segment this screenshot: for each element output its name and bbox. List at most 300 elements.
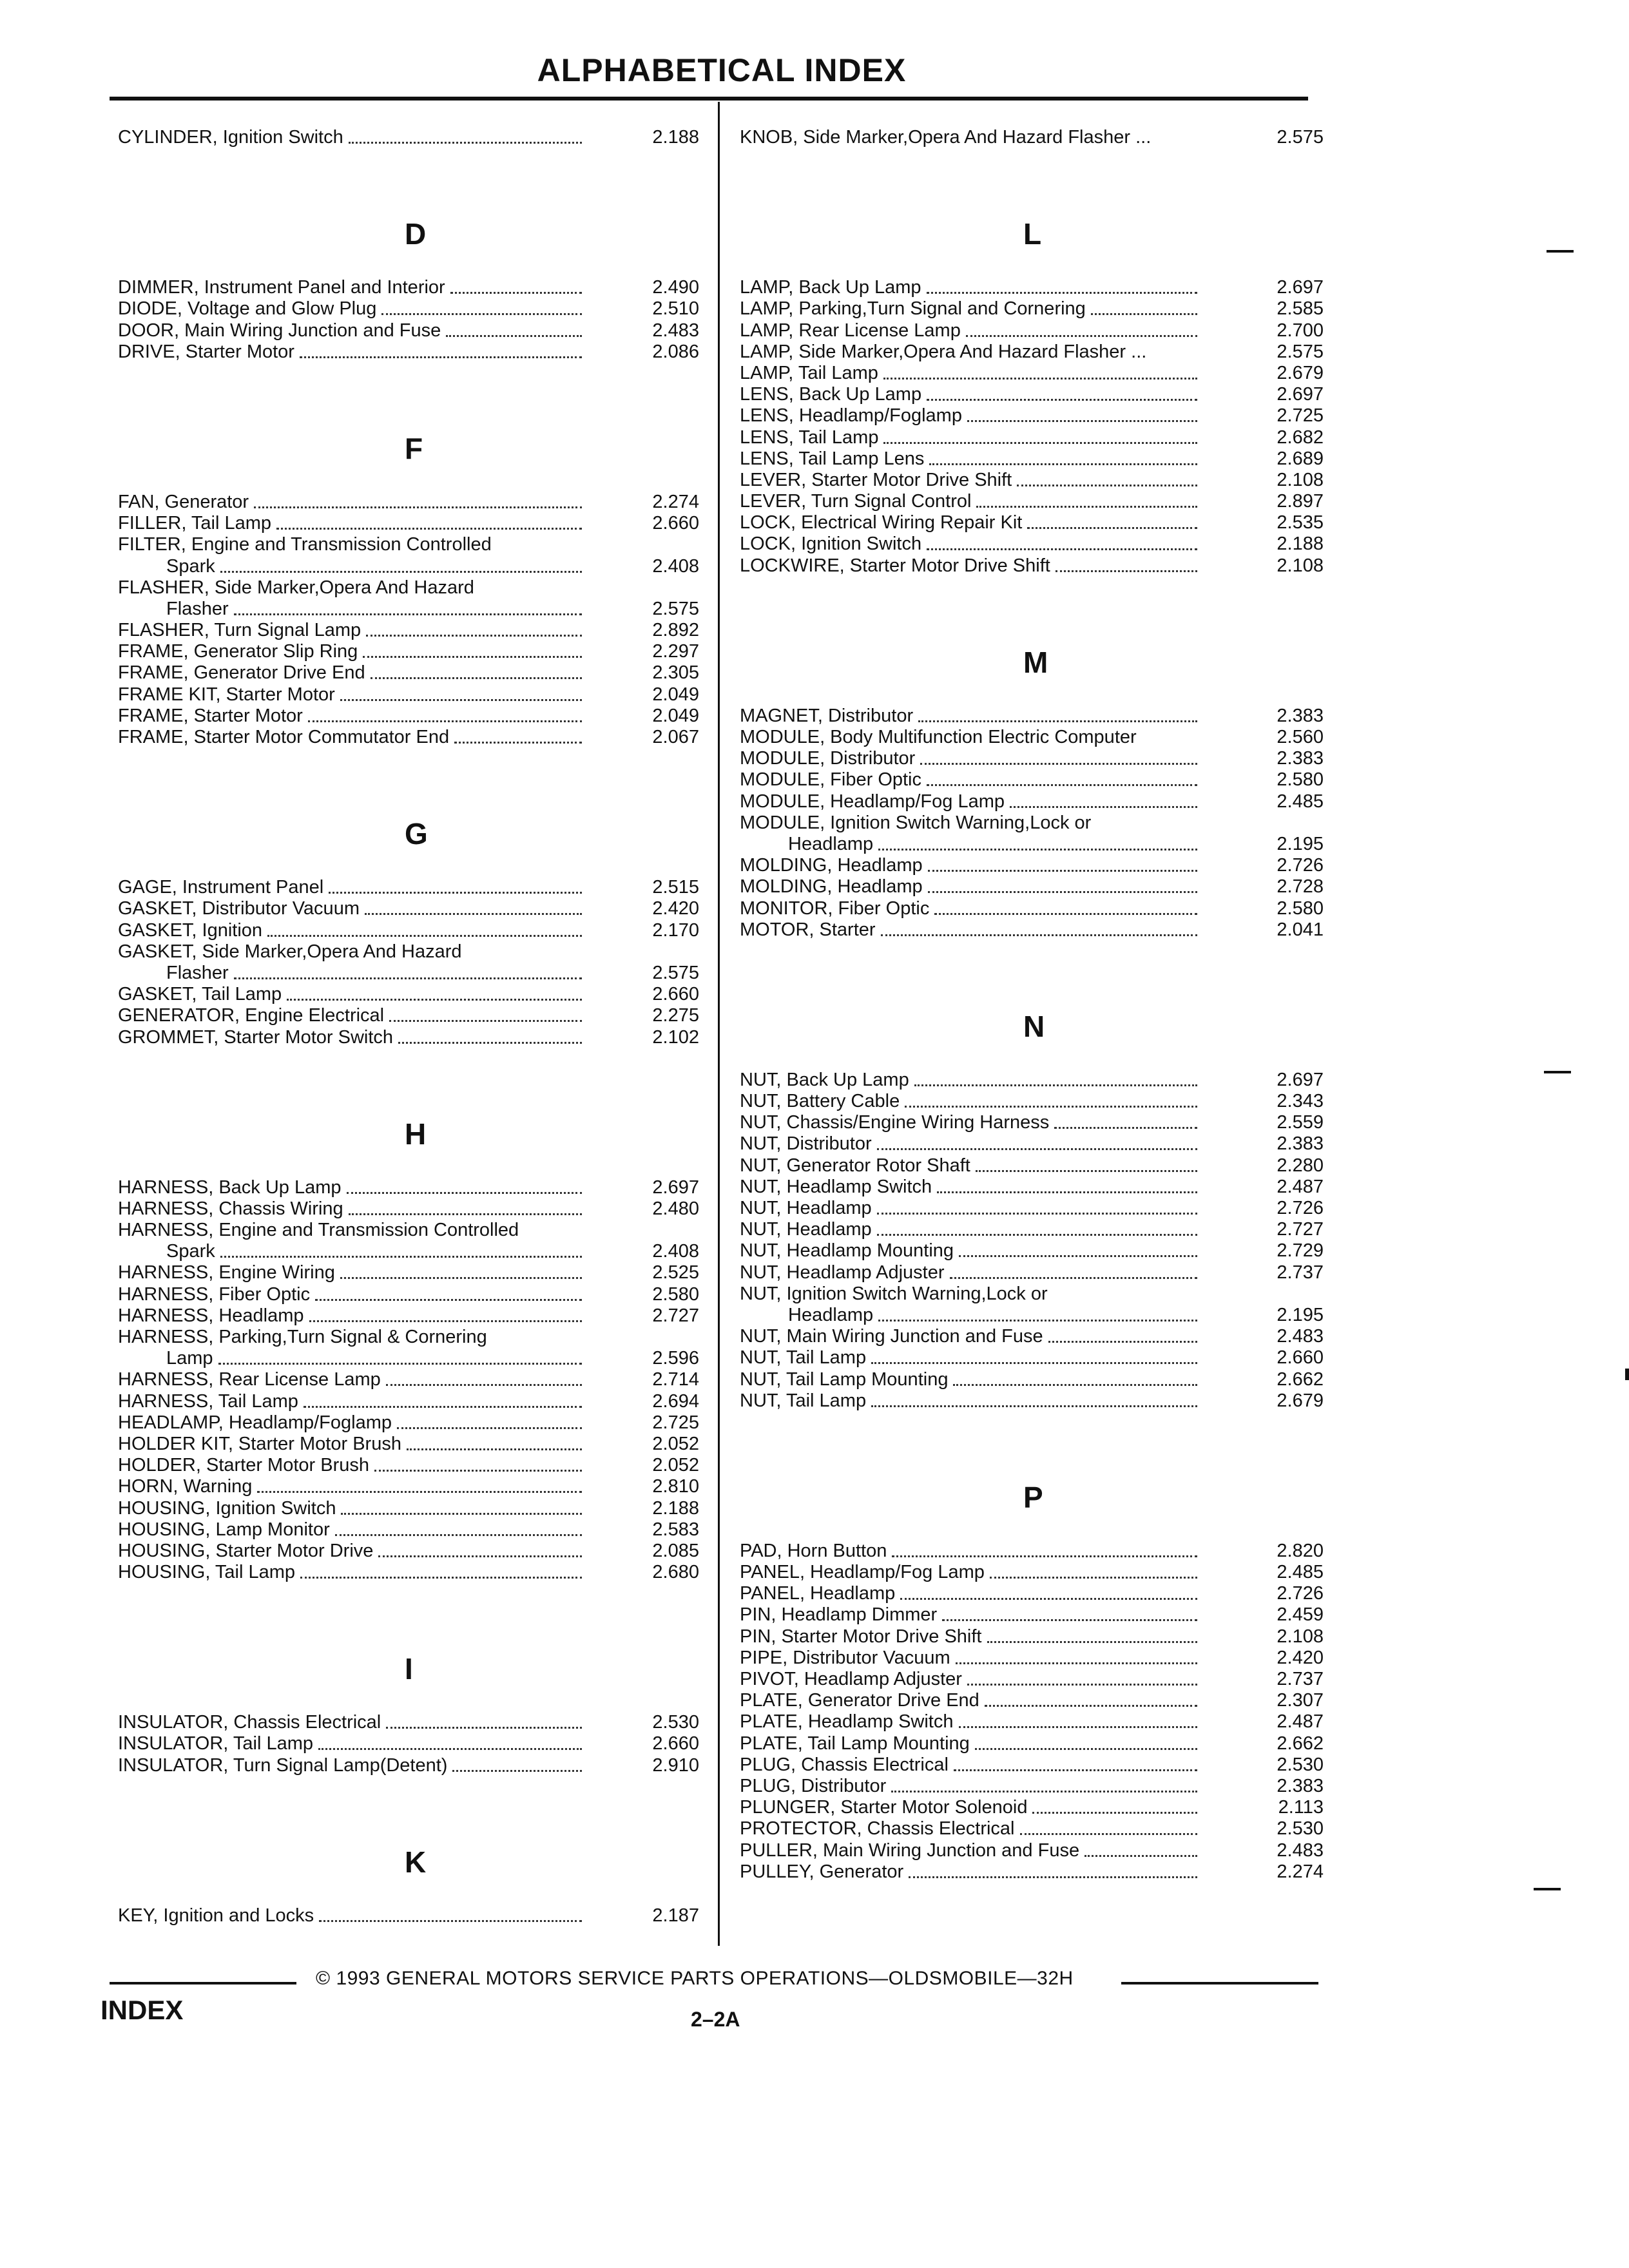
dot-leader — [397, 1412, 582, 1429]
entry-page-ref: 2.307 — [1277, 1690, 1324, 1711]
dot-leader — [927, 533, 1197, 550]
entry-page-ref: 2.487 — [1277, 1176, 1324, 1197]
entry-page-ref: 2.459 — [1277, 1604, 1324, 1626]
dot-leader — [218, 1348, 582, 1365]
entry-label: NUT, Headlamp Adjuster — [740, 1262, 945, 1283]
entry-label: PAD, Horn Button — [740, 1540, 887, 1561]
entry-page-ref: 2.575 — [652, 962, 699, 983]
dot-leader — [452, 1755, 582, 1772]
index-entry — [740, 1219, 1326, 1240]
footer-rule-right — [1121, 1982, 1318, 1984]
entry-page-ref: 2.892 — [652, 620, 699, 641]
letter-heading-text: H — [405, 1117, 427, 1151]
index-entry — [118, 1434, 704, 1455]
entry-page-ref: 2.188 — [652, 127, 699, 148]
index-entry — [740, 769, 1326, 791]
index-entry — [740, 1861, 1326, 1883]
index-entry — [740, 298, 1326, 320]
dot-leader — [959, 1240, 1197, 1257]
dot-leader — [905, 1091, 1197, 1108]
dot-leader — [892, 1541, 1197, 1557]
entry-page-ref: 2.700 — [1277, 320, 1324, 341]
index-entry — [740, 363, 1326, 384]
index-entry — [740, 1669, 1326, 1690]
entry-label: Headlamp — [788, 833, 874, 854]
index-entry — [740, 1390, 1326, 1412]
entry-page-ref: 2.383 — [1277, 748, 1324, 769]
dot-leader — [220, 556, 582, 573]
entry-page-ref: 2.727 — [1277, 1219, 1324, 1240]
title-rule — [110, 97, 1308, 101]
dot-leader — [976, 491, 1197, 508]
entry-label: MONITOR, Fiber Optic — [740, 898, 930, 919]
entry-page-ref: 2.420 — [652, 898, 699, 919]
entry-label: NUT, Battery Cable — [740, 1091, 900, 1112]
index-entry — [118, 513, 704, 534]
dot-leader — [920, 748, 1197, 765]
index-entry — [118, 1027, 704, 1048]
margin-tick-mark — [1547, 250, 1574, 253]
dot-leader — [1055, 555, 1197, 572]
index-entry — [118, 898, 704, 919]
index-entry — [740, 1091, 1326, 1112]
entry-page-ref: 2.726 — [1277, 1198, 1324, 1218]
index-entry — [740, 919, 1326, 941]
entry-label: LAMP, Back Up Lamp — [740, 277, 921, 298]
index-entry — [740, 1347, 1326, 1369]
index-entry — [740, 1326, 1326, 1347]
index-entry — [740, 491, 1326, 512]
dot-leader — [937, 1177, 1197, 1193]
entry-label: GAGE, Instrument Panel — [118, 877, 324, 898]
index-entry — [740, 727, 1326, 748]
entry-page-ref: 2.108 — [1277, 555, 1324, 576]
dot-leader — [371, 662, 582, 679]
index-entry — [740, 855, 1326, 876]
dot-leader — [366, 620, 582, 637]
entry-label: LENS, Tail Lamp — [740, 427, 879, 448]
left-index-column — [118, 127, 704, 1927]
index-entry — [118, 1284, 704, 1305]
entry-label: GASKET, Distributor Vacuum — [118, 898, 360, 919]
dot-leader — [985, 1690, 1197, 1707]
entry-page-ref: 2.275 — [652, 1005, 699, 1026]
dot-leader — [976, 1155, 1197, 1172]
index-entry — [740, 1240, 1326, 1262]
letter-heading-text: K — [405, 1845, 427, 1879]
dot-leader — [1048, 1326, 1197, 1343]
entry-page-ref: 2.483 — [1277, 1326, 1324, 1347]
entry-label: PLUG, Chassis Electrical — [740, 1754, 949, 1775]
entry-page-ref: 2.188 — [1277, 533, 1324, 555]
index-entry — [740, 1133, 1326, 1155]
margin-tick-mark — [1544, 1071, 1571, 1073]
dot-leader — [871, 1347, 1197, 1364]
entry-label: HOUSING, Starter Motor Drive — [118, 1540, 374, 1561]
entry-label: NUT, Headlamp Switch — [740, 1176, 932, 1197]
index-entry — [740, 1262, 1326, 1283]
index-entry — [118, 341, 704, 363]
entry-page-ref: 2.195 — [1277, 833, 1324, 854]
entry-page-ref: 2.910 — [652, 1754, 699, 1776]
index-entry — [740, 1776, 1326, 1797]
entry-page-ref: 2.195 — [1277, 1304, 1324, 1325]
entry-label: MODULE, Ignition Switch Warning,Lock or — [740, 812, 1092, 833]
entry-page-ref: 2.726 — [1277, 1583, 1324, 1604]
index-entry — [740, 1711, 1326, 1733]
entry-label: MODULE, Distributor — [740, 748, 916, 769]
section-gap — [118, 363, 704, 405]
index-entry — [740, 470, 1326, 491]
entry-label: GASKET, Tail Lamp — [118, 984, 282, 1005]
index-entry — [118, 984, 704, 1005]
index-entry — [740, 405, 1326, 427]
entry-page-ref: 2.725 — [652, 1412, 699, 1433]
index-entry — [118, 1348, 704, 1369]
index-entry — [118, 662, 704, 684]
entry-label: FLASHER, Side Marker,Opera And Hazard — [118, 577, 474, 598]
index-entry — [740, 384, 1326, 405]
dot-leader — [234, 963, 582, 979]
letter-heading-text: F — [405, 431, 423, 465]
entry-page-ref: 2.067 — [652, 727, 699, 747]
dot-leader — [315, 1284, 582, 1301]
entry-label: Spark — [166, 1241, 215, 1262]
entry-page-ref: 2.041 — [1277, 919, 1324, 940]
dot-leader — [1017, 470, 1197, 486]
entry-page-ref: 2.052 — [652, 1455, 699, 1476]
entry-page-ref: 2.697 — [1277, 1069, 1324, 1090]
section-gap — [118, 148, 704, 191]
index-entry — [118, 599, 704, 620]
index-entry — [740, 1604, 1326, 1626]
entry-label: HOUSING, Lamp Monitor — [118, 1519, 330, 1540]
entry-label: HARNESS, Parking,Turn Signal & Cornering — [118, 1327, 487, 1347]
dot-leader — [1010, 791, 1197, 808]
index-entry — [118, 1220, 704, 1241]
entry-label: Flasher — [166, 598, 229, 619]
entry-label: LENS, Back Up Lamp — [740, 384, 922, 405]
section-gap — [740, 577, 1326, 619]
dot-leader — [318, 1733, 582, 1750]
index-entry — [740, 1198, 1326, 1219]
entry-page-ref: 2.383 — [1277, 705, 1324, 726]
dot-leader — [349, 127, 582, 144]
index-entry — [740, 1283, 1326, 1305]
entry-label: HARNESS, Back Up Lamp — [118, 1177, 342, 1198]
entry-page-ref: 2.108 — [1277, 1626, 1324, 1647]
index-entry — [740, 791, 1326, 812]
entry-page-ref: 2.697 — [652, 1177, 699, 1198]
dot-leader — [287, 984, 582, 1001]
entry-label: NUT, Headlamp — [740, 1198, 872, 1218]
entry-page-ref: 2.575 — [652, 598, 699, 619]
index-entry — [118, 920, 704, 941]
entry-label: GASKET, Side Marker,Opera And Hazard — [118, 941, 462, 962]
entry-page-ref: 2.187 — [652, 1905, 699, 1926]
dot-leader — [319, 1905, 582, 1922]
letter-heading — [118, 791, 704, 877]
entry-page-ref: 2.714 — [652, 1369, 699, 1390]
index-entry — [118, 706, 704, 727]
entry-label: MODULE, Body Multifunction Electric Computer — [740, 727, 1137, 747]
dot-leader — [220, 1241, 582, 1258]
dot-leader — [934, 898, 1197, 915]
entry-page-ref: 2.725 — [1277, 405, 1324, 427]
entry-page-ref: 2.662 — [1277, 1369, 1324, 1390]
entry-page-ref: 2.085 — [652, 1540, 699, 1561]
dot-leader — [956, 1648, 1197, 1664]
right-index-column — [740, 127, 1326, 1883]
entry-page-ref: 2.727 — [652, 1305, 699, 1326]
index-entry — [118, 1391, 704, 1412]
entry-page-ref: 2.408 — [652, 555, 699, 577]
index-entry — [740, 1583, 1326, 1604]
entry-page-ref: 2.810 — [652, 1476, 699, 1497]
index-entry — [740, 812, 1326, 834]
entry-label: NUT, Ignition Switch Warning,Lock or — [740, 1283, 1048, 1304]
section-gap — [740, 941, 1326, 983]
letter-heading-text: P — [1023, 1480, 1043, 1514]
entry-label: GROMMET, Starter Motor Switch — [118, 1026, 394, 1048]
entry-page-ref: 2.530 — [1277, 1754, 1324, 1775]
dot-leader — [1027, 512, 1197, 529]
index-entry — [740, 533, 1326, 555]
entry-page-ref: 2.583 — [652, 1519, 699, 1540]
edge-mark — [1625, 1369, 1629, 1380]
index-entry — [740, 898, 1326, 919]
dot-leader — [928, 855, 1197, 872]
letter-heading-text: N — [1023, 1009, 1045, 1043]
letter-heading — [118, 1819, 704, 1905]
entry-page-ref: 2.694 — [652, 1390, 699, 1412]
letter-heading-text: L — [1023, 217, 1042, 251]
index-entry — [118, 877, 704, 898]
letter-heading — [118, 191, 704, 277]
entry-page-ref: 2.510 — [652, 298, 699, 320]
entry-label: NUT, Tail Lamp — [740, 1347, 867, 1369]
index-entry — [118, 1005, 704, 1026]
entry-page-ref: 2.660 — [652, 984, 699, 1005]
index-entry — [740, 1305, 1326, 1326]
dot-leader — [883, 363, 1197, 380]
dot-leader — [267, 920, 582, 937]
index-entry — [118, 684, 704, 706]
dot-leader — [871, 1390, 1197, 1407]
dot-leader — [927, 277, 1197, 294]
entry-label: DIMMER, Instrument Panel and Interior — [118, 277, 445, 298]
index-entry — [118, 1177, 704, 1198]
dot-leader — [446, 320, 582, 337]
index-entry — [740, 1818, 1326, 1840]
dot-leader — [398, 1027, 582, 1044]
entry-label: LENS, Tail Lamp Lens — [740, 448, 925, 469]
entry-label: HARNESS, Fiber Optic — [118, 1283, 311, 1305]
entry-label: PANEL, Headlamp — [740, 1583, 896, 1604]
entry-label: DRIVE, Starter Motor — [118, 341, 294, 362]
dot-leader — [953, 1369, 1197, 1386]
index-entry — [740, 448, 1326, 470]
index-entry — [118, 1905, 704, 1927]
entry-page-ref: 2.897 — [1277, 491, 1324, 512]
entry-page-ref: 2.679 — [1277, 362, 1324, 383]
index-entry — [118, 277, 704, 298]
index-entry — [740, 748, 1326, 769]
index-entry — [740, 1562, 1326, 1583]
entry-label: PIN, Headlamp Dimmer — [740, 1604, 938, 1626]
entry-page-ref: 2.737 — [1277, 1669, 1324, 1689]
dot-leader — [309, 1305, 582, 1322]
dot-leader — [927, 384, 1197, 401]
entry-page-ref: 2.485 — [1277, 791, 1324, 812]
dot-leader — [365, 898, 582, 915]
entry-page-ref: 2.483 — [1277, 1840, 1324, 1861]
dot-leader — [928, 876, 1197, 893]
entry-label: INSULATOR, Chassis Electrical — [118, 1712, 381, 1733]
entry-page-ref: 2.680 — [652, 1562, 699, 1583]
dot-leader — [942, 1604, 1197, 1621]
index-entry — [740, 555, 1326, 577]
dot-leader — [329, 877, 582, 894]
dot-leader — [900, 1583, 1197, 1600]
dot-leader — [950, 1262, 1197, 1279]
dot-leader — [1032, 1797, 1197, 1814]
entry-label: GENERATOR, Engine Electrical — [118, 1005, 385, 1026]
dot-leader — [300, 341, 582, 358]
entry-label: NUT, Back Up Lamp — [740, 1069, 909, 1090]
index-entry — [118, 641, 704, 662]
entry-page-ref: 2.113 — [1278, 1797, 1324, 1818]
entry-page-ref: 2.682 — [1277, 427, 1324, 448]
entry-page-ref: 2.297 — [652, 641, 699, 662]
letter-heading — [740, 619, 1326, 706]
index-entry — [118, 1733, 704, 1754]
entry-label: FAN, Generator — [118, 491, 249, 512]
entry-label: PLATE, Headlamp Switch — [740, 1711, 954, 1733]
dot-leader — [959, 1711, 1197, 1728]
letter-heading — [118, 1091, 704, 1177]
dot-leader — [1020, 1818, 1197, 1835]
entry-label: HORN, Warning — [118, 1476, 253, 1497]
dot-leader — [966, 320, 1197, 337]
entry-label: LENS, Headlamp/Foglamp — [740, 405, 962, 427]
entry-label: LOCK, Ignition Switch — [740, 533, 922, 555]
dot-leader — [381, 298, 582, 315]
entry-label: HARNESS, Engine and Transmission Controlled — [118, 1220, 519, 1241]
index-entry — [118, 620, 704, 641]
dot-leader — [1084, 1840, 1197, 1857]
footer-copyright: © 1993 GENERAL MOTORS SERVICE PARTS OPERATIONS—OLDSMOBILE—32H — [316, 1968, 1074, 1989]
dot-leader — [304, 1391, 582, 1408]
entry-label: INSULATOR, Turn Signal Lamp(Detent) — [118, 1754, 448, 1776]
dot-leader — [1054, 1112, 1197, 1129]
entry-label: LEVER, Turn Signal Control — [740, 491, 972, 512]
index-entry — [118, 1519, 704, 1541]
entry-label: HOLDER, Starter Motor Brush — [118, 1455, 369, 1476]
letter-heading — [118, 405, 704, 492]
section-gap — [118, 1583, 704, 1626]
entry-label: Spark — [166, 555, 215, 577]
entry-label: PANEL, Headlamp/Fog Lamp — [740, 1562, 985, 1583]
entry-page-ref: 2.170 — [652, 919, 699, 941]
entry-label: NUT, Generator Rotor Shaft — [740, 1155, 970, 1176]
entry-page-ref: 2.274 — [652, 491, 699, 512]
index-entry — [740, 1797, 1326, 1818]
entry-label: Flasher — [166, 962, 229, 983]
index-entry — [118, 1712, 704, 1733]
entry-label: PULLEY, Generator — [740, 1861, 904, 1882]
entry-label: NUT, Chassis/Engine Wiring Harness — [740, 1112, 1050, 1133]
dot-leader — [909, 1861, 1197, 1878]
dot-leader — [300, 1562, 582, 1579]
entry-page-ref: 2.525 — [652, 1262, 699, 1283]
entry-label: HEADLAMP, Headlamp/Foglamp — [118, 1412, 392, 1433]
entry-page-ref: 2.188 — [652, 1497, 699, 1519]
letter-heading-text: D — [405, 217, 427, 251]
entry-label: PIN, Starter Motor Drive Shift — [740, 1626, 982, 1647]
dot-leader — [877, 1133, 1197, 1150]
index-entry — [118, 1262, 704, 1283]
dot-leader — [386, 1712, 582, 1729]
section-gap — [118, 1776, 704, 1819]
entry-page-ref: 2.660 — [652, 1733, 699, 1754]
entry-label: PULLER, Main Wiring Junction and Fuse — [740, 1840, 1080, 1861]
entry-label: LEVER, Starter Motor Drive Shift — [740, 469, 1012, 490]
entry-label: FILTER, Engine and Transmission Controlled — [118, 534, 492, 555]
index-entry — [118, 320, 704, 341]
column-divider — [718, 102, 720, 1946]
dot-leader — [386, 1369, 582, 1386]
index-entry — [740, 1840, 1326, 1861]
entry-label: HARNESS, Tail Lamp — [118, 1390, 298, 1412]
entry-label: MOLDING, Headlamp — [740, 855, 923, 876]
dot-leader — [929, 448, 1197, 465]
entry-page-ref: 2.487 — [1277, 1711, 1324, 1733]
dot-leader — [450, 277, 582, 294]
index-entry — [740, 1690, 1326, 1711]
entry-label: LOCKWIRE, Starter Motor Drive Shift — [740, 555, 1050, 576]
entry-page-ref: 2.575 — [1277, 127, 1324, 148]
entry-page-ref: 2.729 — [1277, 1240, 1324, 1262]
index-entry — [740, 427, 1326, 448]
dot-leader — [881, 919, 1197, 936]
dot-leader — [1091, 298, 1197, 315]
entry-page-ref: 2.697 — [1277, 277, 1324, 298]
dot-leader — [363, 641, 582, 658]
entry-label: GASKET, Ignition — [118, 919, 263, 941]
letter-heading-text: M — [1023, 645, 1048, 679]
entry-label: FRAME, Generator Slip Ring — [118, 641, 358, 662]
dot-leader — [967, 405, 1197, 422]
entry-page-ref: 2.408 — [652, 1241, 699, 1262]
entry-label: LAMP, Tail Lamp — [740, 362, 878, 383]
dot-leader — [257, 1476, 582, 1493]
entry-label: HARNESS, Rear License Lamp — [118, 1369, 381, 1390]
dot-leader — [234, 599, 582, 615]
index-entry — [740, 1733, 1326, 1754]
index-entry — [118, 1562, 704, 1583]
section-label: INDEX — [101, 1995, 184, 2025]
section-gap — [118, 748, 704, 791]
entry-page-ref: 2.305 — [652, 662, 699, 684]
entry-page-ref: 2.102 — [652, 1026, 699, 1048]
entry-page-ref: 2.679 — [1277, 1390, 1324, 1411]
entry-label: MODULE, Fiber Optic — [740, 769, 921, 791]
index-entry — [118, 577, 704, 599]
dot-leader — [891, 1776, 1197, 1792]
dot-leader — [883, 427, 1197, 444]
entry-page-ref: 2.535 — [1277, 512, 1324, 533]
